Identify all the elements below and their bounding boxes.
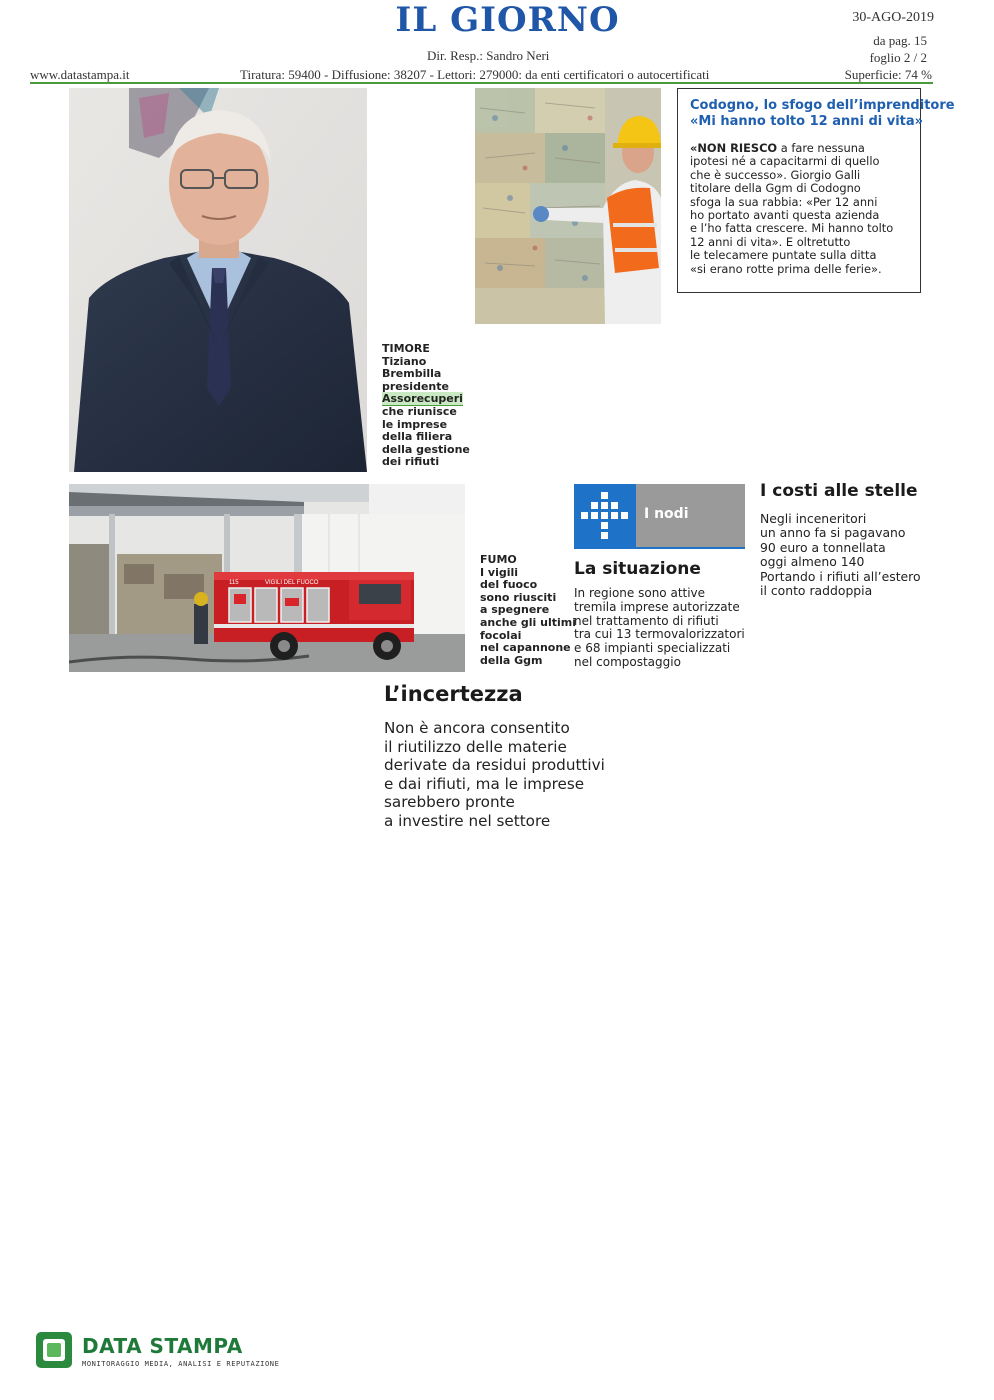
data-stampa-logo-icon — [36, 1332, 72, 1368]
incertezza-line: e dai rifiuti, ma le imprese — [384, 774, 585, 793]
nodi-arrow-icon — [574, 484, 636, 547]
nodi-banner — [574, 484, 745, 547]
costi-line: Portando i rifiuti all’estero — [760, 568, 921, 584]
caption-timore-line: dei rifiuti — [382, 455, 440, 469]
caption-fumo-line: a spegnere — [480, 603, 550, 617]
masthead-logo: IL GIORNO — [395, 0, 620, 40]
caption-timore-line: presidente — [382, 379, 449, 393]
caption-timore — [382, 343, 477, 469]
situazione-line: In regione sono attive — [574, 586, 706, 600]
box-body-line: le telecamere puntate sulla ditta — [690, 248, 877, 263]
situazione-line: nel trattamento di rifiuti — [574, 613, 719, 628]
caption-timore-line: Tiziano — [382, 354, 427, 368]
box-body-line: 12 anni di vita». E oltretutto — [690, 234, 851, 249]
caption-timore-line: che riunisce — [382, 404, 457, 418]
incertezza-line: derivate da residui produttivi — [384, 756, 605, 775]
sidebar-box-codogno — [677, 88, 955, 293]
incertezza-line: a investire nel settore — [384, 811, 551, 830]
caption-fumo-title: FUMO — [480, 553, 517, 566]
caption-fumo-line: I vigili — [480, 565, 519, 579]
costi-body — [760, 512, 921, 598]
incertezza-line: sarebbero pronte — [384, 793, 515, 812]
photo-brembilla — [69, 88, 367, 472]
sheet-number: foglio 2 / 2 — [869, 50, 927, 65]
costi-title: I costi alle stelle — [760, 481, 918, 501]
caption-timore-line: della gestione — [382, 442, 470, 456]
caption-fumo-line: anche gli ultimi — [480, 615, 577, 629]
photo-fire-truck — [69, 484, 465, 672]
incertezza-title: L’incertezza — [384, 682, 523, 706]
costi-line: Negli inceneritori — [760, 511, 867, 526]
box-body — [690, 142, 893, 276]
box-body-line: sfoga la sua rabbia: «Per 12 anni — [690, 194, 878, 209]
box-body-line: che è successo». Giorgio Galli — [690, 167, 861, 182]
caption-fumo-line: nel capannone — [480, 641, 571, 655]
circulation-line: Tiratura: 59400 - Diffusione: 38207 - Lettori: 279000: da enti certificatori o autocertificati — [240, 67, 710, 82]
caption-fumo-line: del fuoco — [480, 578, 538, 592]
publication-date: 30-AGO-2019 — [852, 10, 934, 25]
website-link[interactable]: www.datastampa.it — [30, 67, 130, 82]
box-body-line: e l’ho fatta crescere. Mi hanno tolto — [690, 221, 894, 236]
caption-fumo-line: sono riusciti — [480, 590, 557, 604]
situazione-line: nel compostaggio — [574, 654, 681, 669]
caption-timore-line: Brembilla — [382, 367, 442, 381]
box-headline-line: «Mi hanno tolto 12 anni di vita» — [690, 114, 924, 129]
caption-timore-line: della filiera — [382, 430, 453, 444]
box-body-line: titolare della Ggm di Codogno — [690, 181, 861, 196]
incertezza-line: il riutilizzo delle materie — [384, 737, 567, 756]
costi-line: un anno fa si pagavano — [760, 525, 906, 541]
caption-fumo-line: della Ggm — [480, 653, 543, 667]
assorecuperi-highlight: Assorecuperi — [382, 392, 463, 406]
box-headline — [690, 98, 955, 130]
box-body-line: ipotesi né a capacitarmi di quello — [690, 154, 880, 169]
costi-line: il conto raddoppia — [760, 583, 873, 599]
situazione-line: tremila imprese autorizzate — [574, 599, 740, 614]
photo-recycling-worker — [475, 88, 661, 324]
incertezza-line: Non è ancora consentito — [384, 719, 570, 737]
caption-timore-title: TIMORE — [382, 342, 430, 355]
situazione-body — [574, 587, 745, 670]
box-headline-line: Codogno, lo sfogo dell’imprenditore — [690, 98, 955, 113]
box-lead: «NON RIESCO — [690, 141, 778, 155]
surface-line: Superficie: 74 % — [844, 67, 932, 82]
situazione-line: tra cui 13 termovalorizzatori — [574, 627, 745, 642]
truck-side-label: VIGILI DEL FUOCO — [265, 580, 319, 586]
caption-fumo — [480, 554, 575, 667]
costi-line: 90 euro a tonnellata — [760, 539, 886, 555]
caption-fumo-line: focolai — [480, 628, 522, 642]
costi-line: oggi almeno 140 — [760, 554, 865, 570]
director-line: Dir. Resp.: Sandro Neri — [427, 48, 550, 63]
data-stampa-brand: DATA STAMPA — [82, 1334, 243, 1358]
nodi-label: I nodi — [644, 506, 689, 522]
box-body-line: a fare nessuna — [777, 141, 865, 155]
situazione-title: La situazione — [574, 559, 701, 579]
page-reference: da pag. 15 — [873, 33, 927, 48]
box-body-line: ho portato avanti questa azienda — [690, 208, 880, 223]
truck-number-label: 115 — [229, 580, 239, 586]
incertezza-body — [384, 719, 605, 831]
caption-timore-line: le imprese — [382, 417, 448, 431]
header-rule — [30, 82, 933, 84]
box-body-line: «si erano rotte prima delle ferie». — [690, 261, 882, 276]
data-stampa-tagline: MONITORAGGIO MEDIA, ANALISI E REPUTAZIONE — [82, 1360, 280, 1368]
situazione-line: e 68 impianti specializzati — [574, 641, 731, 656]
